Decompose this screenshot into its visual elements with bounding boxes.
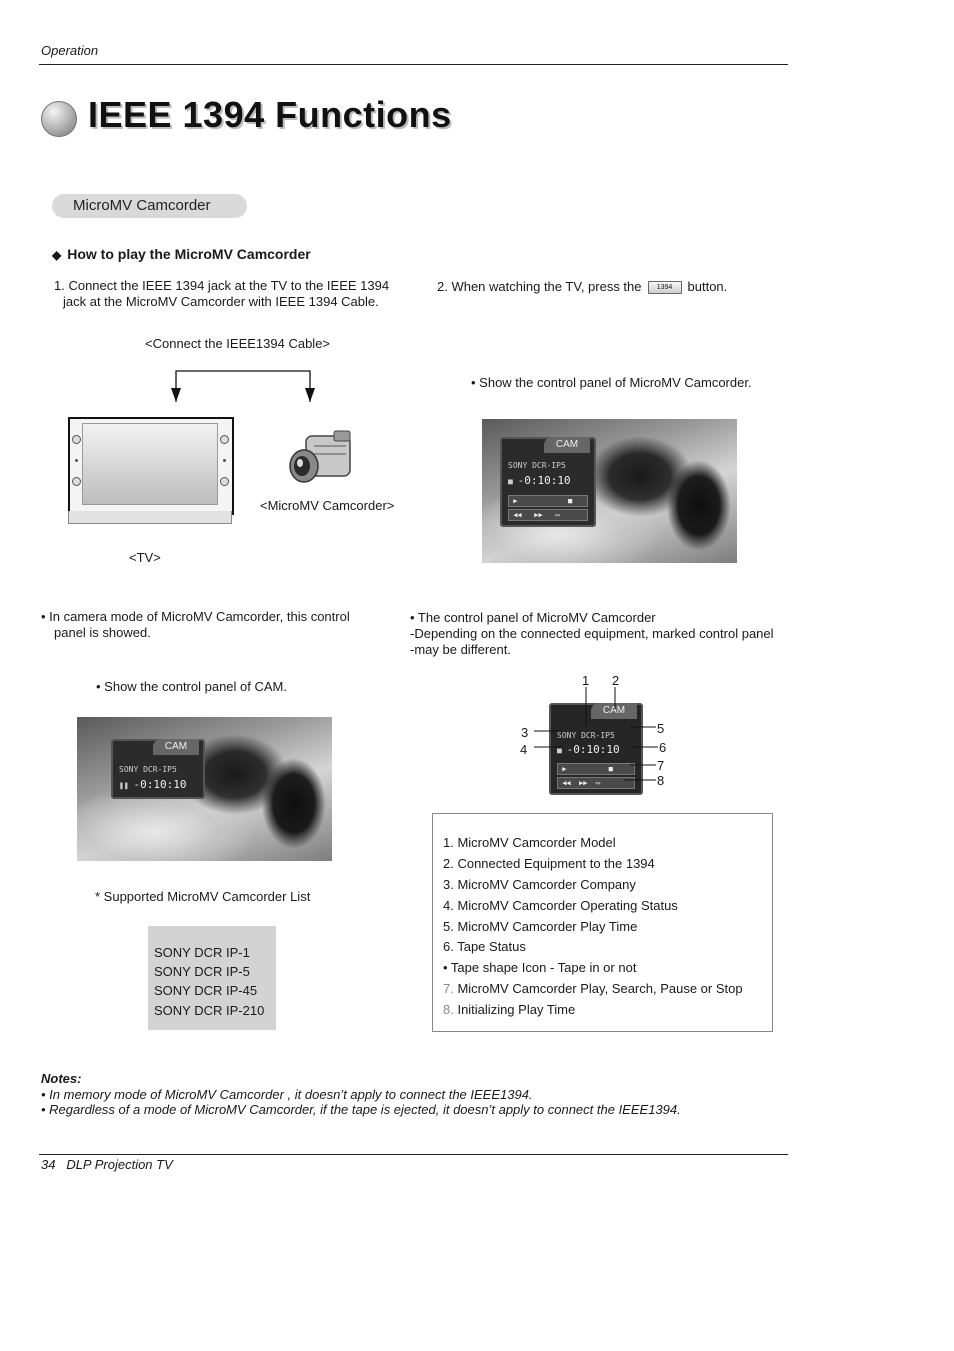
- cable-caption: <Connect the IEEE1394 Cable>: [145, 336, 331, 351]
- osd-search-bar: ◀◀ ▶▶ ▭: [508, 509, 588, 521]
- footer: [41, 1157, 173, 1173]
- cam-osd-time-row: [119, 778, 186, 791]
- supported-model: SONY DCR IP-45: [154, 983, 258, 998]
- page-title: IEEE 1394 Functions: [88, 94, 452, 135]
- callout-4: 4: [520, 742, 528, 757]
- callout-7: 7: [657, 758, 665, 773]
- tv-speaker-dot: [220, 435, 229, 444]
- legend-item: 5. MicroMV Camcorder Play Time: [443, 919, 638, 934]
- legend-item: 3. MicroMV Camcorder Company: [443, 877, 636, 892]
- show-cam-panel-text: • Show the control panel of CAM.: [96, 679, 287, 694]
- step1-line1: 1. Connect the IEEE 1394 jack at the TV to the IEEE 1394: [54, 278, 390, 293]
- tv-screen-photo-cam: [77, 717, 332, 861]
- step2-after-text: button.: [687, 279, 728, 294]
- tv-speaker-dot: [220, 477, 229, 486]
- tv-small-dot: [223, 459, 226, 462]
- camera-mode-line2: panel is showed.: [54, 625, 151, 640]
- subsection-pill: MicroMV Camcorder: [52, 194, 247, 218]
- title-orb-icon: [41, 101, 77, 137]
- cam-osd-time: -0:10:10: [133, 778, 187, 791]
- callout-3: 3: [521, 725, 529, 740]
- tv-small-dot: [75, 459, 78, 462]
- tape-status-icon: ■: [508, 477, 513, 486]
- camera-mode-line1: • In camera mode of MicroMV Camcorder, this control: [41, 609, 350, 624]
- legend-num: 8.: [443, 1002, 454, 1017]
- cable-arrows: [160, 362, 330, 404]
- cam-osd-tab-label: CAM: [153, 739, 199, 755]
- legend-item: 6. Tape Status: [443, 939, 526, 954]
- header-section: Operation: [41, 43, 99, 58]
- tv-screen: [82, 423, 218, 505]
- tv-base: [68, 511, 232, 524]
- notes: [41, 1071, 681, 1118]
- cam-osd-model: SONY DCR-IP5: [119, 765, 177, 774]
- step2-text: 2. When watching the TV, press the: [437, 279, 642, 294]
- tv-speaker-dot: [72, 477, 81, 486]
- cam-osd-panel: [111, 739, 205, 799]
- supported-model: SONY DCR IP-210: [154, 1003, 265, 1018]
- step1-line2: jack at the MicroMV Camcorder with IEEE 1394 Cable.: [63, 294, 379, 309]
- page-number: 34: [41, 1157, 56, 1172]
- micromv-osd-panel: [500, 437, 596, 527]
- supported-models-box: [148, 926, 276, 1030]
- how-to-heading-text: How to play the MicroMV Camcorder: [67, 246, 311, 262]
- supported-model: SONY DCR IP-1: [154, 945, 250, 960]
- annotated-osd-time: -0:10:10: [566, 743, 620, 756]
- legend-box: [432, 813, 773, 1032]
- legend-item: 1. MicroMV Camcorder Model: [443, 835, 616, 850]
- tv-speaker-dot: [72, 435, 81, 444]
- pause-icon: ❚❚: [119, 781, 129, 790]
- note-item: • In memory mode of MicroMV Camcorder , it doesn’t apply to connect the IEEE1394.: [41, 1086, 533, 1102]
- camcorder-icon: [286, 428, 356, 490]
- callout-leader-lines: [520, 685, 660, 785]
- callout-1: 1: [582, 673, 590, 688]
- note-item: • Regardless of a mode of MicroMV Camcorder, if the tape is ejected, it doesn’t apply to connect the IEEE1394.: [41, 1102, 681, 1117]
- callout-5: 5: [657, 721, 665, 736]
- osd-time: -0:10:10: [517, 474, 571, 487]
- callout-6: 6: [659, 740, 667, 755]
- legend-item: 2. Connected Equipment to the 1394: [443, 856, 655, 871]
- product-name: DLP Projection TV: [66, 1157, 173, 1172]
- footer-rule: [39, 1154, 788, 1155]
- tv-screen-photo-micromv: [482, 419, 737, 563]
- supported-model: SONY DCR IP-5: [154, 964, 250, 979]
- legend-item: [443, 981, 743, 996]
- annotated-osd-tab: CAM: [591, 703, 637, 719]
- legend-text: Initializing Play Time: [453, 1002, 576, 1017]
- remote-1394-button-icon: 1394: [648, 281, 682, 294]
- annotated-play-bar: ▶ ■: [557, 763, 635, 775]
- header-rule: [39, 64, 788, 65]
- step2: [437, 279, 727, 295]
- how-to-heading: [52, 246, 311, 262]
- osd-play-bar: ▶ ■: [508, 495, 588, 507]
- osd-tab-label: CAM: [544, 437, 590, 453]
- notes-heading: Notes:: [41, 1071, 82, 1086]
- diamond-bullet-icon: ◆: [52, 248, 62, 262]
- callout-8: 8: [657, 773, 665, 788]
- control-panel-line3: -may be different.: [410, 642, 511, 657]
- osd-model: SONY DCR-IP5: [508, 461, 566, 470]
- legend-item: • Tape shape Icon - Tape in or not: [443, 960, 637, 975]
- camcorder-caption: <MicroMV Camcorder>: [260, 498, 395, 513]
- control-panel-line1: • The control panel of MicroMV Camcorder: [410, 610, 656, 625]
- legend-text: MicroMV Camcorder Play, Search, Pause or Stop: [453, 981, 743, 996]
- legend-item: [443, 1002, 575, 1017]
- supported-list-title: * Supported MicroMV Camcorder List: [95, 889, 311, 904]
- osd-time-row: [508, 474, 571, 487]
- annotated-osd-model: SONY DCR-IP5: [557, 731, 615, 740]
- tv-caption: <TV>: [129, 550, 161, 565]
- legend-num: 7.: [443, 981, 454, 996]
- callout-2: 2: [612, 673, 620, 688]
- tv-illustration: [68, 417, 234, 515]
- control-panel-line2: -Depending on the connected equipment, marked control panel: [410, 626, 774, 641]
- legend-item: 4. MicroMV Camcorder Operating Status: [443, 898, 678, 913]
- annotated-tape-icon: ■: [557, 746, 562, 755]
- show-micromv-panel-text: • Show the control panel of MicroMV Camcorder.: [471, 375, 752, 390]
- annotated-search-bar: ◀◀ ▶▶ ▭: [557, 777, 635, 789]
